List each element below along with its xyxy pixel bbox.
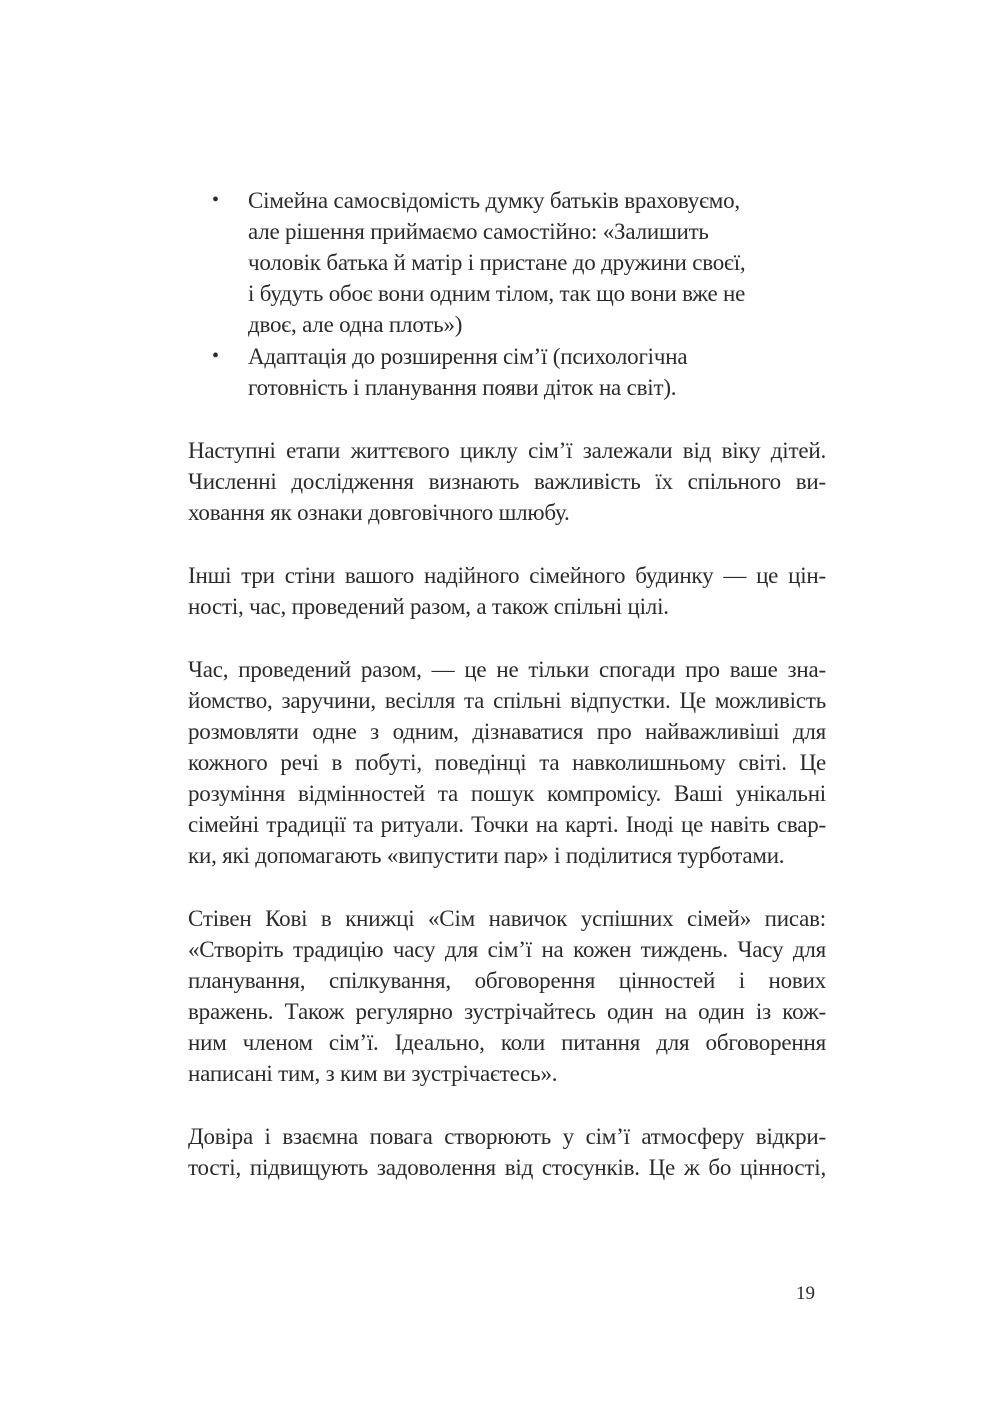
paragraph-line: вражень. Також регулярно зустрічайтесь один на один із кож- bbox=[188, 999, 826, 1024]
paragraph-line: розуміння відмінностей та пошук компромісу. Ваші унікальні bbox=[188, 781, 826, 806]
paragraph-line: планування, спілкування, обговорення цінностей і нових bbox=[188, 968, 826, 993]
paragraph-line: кожного речі в побуті, поведінці та навколишньому світі. Це bbox=[188, 750, 826, 775]
bullet-item-line: але рішення приймаємо самостійно: «Залишить bbox=[248, 219, 709, 244]
paragraph-line: тості, підвищують задоволення від стосунків. Це ж бо цінності, bbox=[188, 1155, 826, 1180]
paragraph-line: ним членом сім’ї. Ідеально, коли питання для обговорення bbox=[188, 1030, 826, 1055]
bullet-marker: • bbox=[212, 189, 220, 211]
bullet-item-line: двоє, але одна плоть») bbox=[248, 312, 463, 337]
paragraph-line: ки, які допомагають «випустити пар» і поділитися турботами. bbox=[188, 843, 785, 868]
bullet-item-line: Адаптація до розширення сім’ї (психологічна bbox=[248, 344, 688, 369]
bullet-marker: • bbox=[212, 345, 220, 367]
paragraph-line: ховання як ознаки довговічного шлюбу. bbox=[188, 500, 570, 525]
paragraph-line: Довіра і взаємна повага створюють у сім’ї атмосферу відкри- bbox=[188, 1124, 826, 1149]
page-number: 19 bbox=[796, 1283, 815, 1304]
paragraph-line: Наступні етапи життєвого циклу сім’ї залежали від віку дітей. bbox=[188, 438, 826, 463]
paragraph-line: Стівен Кові в книжці «Сім навичок успішних сімей» писав: bbox=[188, 906, 826, 931]
paragraph-line: ності, час, проведений разом, а також спільні цілі. bbox=[188, 594, 669, 619]
paragraph-line: розмовляти одне з одним, дізнаватися про найважливіші для bbox=[188, 719, 826, 744]
paragraph-line: «Створіть традицію часу для сім’ї на кожен тиждень. Часу для bbox=[188, 937, 826, 962]
paragraph-line: йомство, заручини, весілля та спільні відпустки. Це можливість bbox=[188, 688, 826, 713]
paragraph-line: Численні дослідження визнають важливість їх спільного ви- bbox=[188, 469, 826, 494]
paragraph-line: написані тим, з ким ви зустрічаєтесь». bbox=[188, 1061, 558, 1086]
paragraph-line: сімейні традиції та ритуали. Точки на карті. Іноді це навіть свар- bbox=[188, 812, 826, 837]
paragraph-line: Час, проведений разом, — це не тільки спогади про ваше зна- bbox=[188, 657, 826, 682]
paragraph-line: Інші три стіни вашого надійного сімейного будинку — це цін- bbox=[188, 563, 826, 588]
bullet-item-line: готовність і планування появи діток на світ). bbox=[248, 375, 677, 400]
bullet-item-line: і будуть обоє вони одним тілом, так що вони вже не bbox=[248, 281, 746, 306]
bullet-item-line: чоловік батька й матір і пристане до дружини своєї, bbox=[248, 250, 746, 275]
bullet-item-line: Сімейна самосвідомість думку батьків враховуємо, bbox=[248, 188, 740, 213]
